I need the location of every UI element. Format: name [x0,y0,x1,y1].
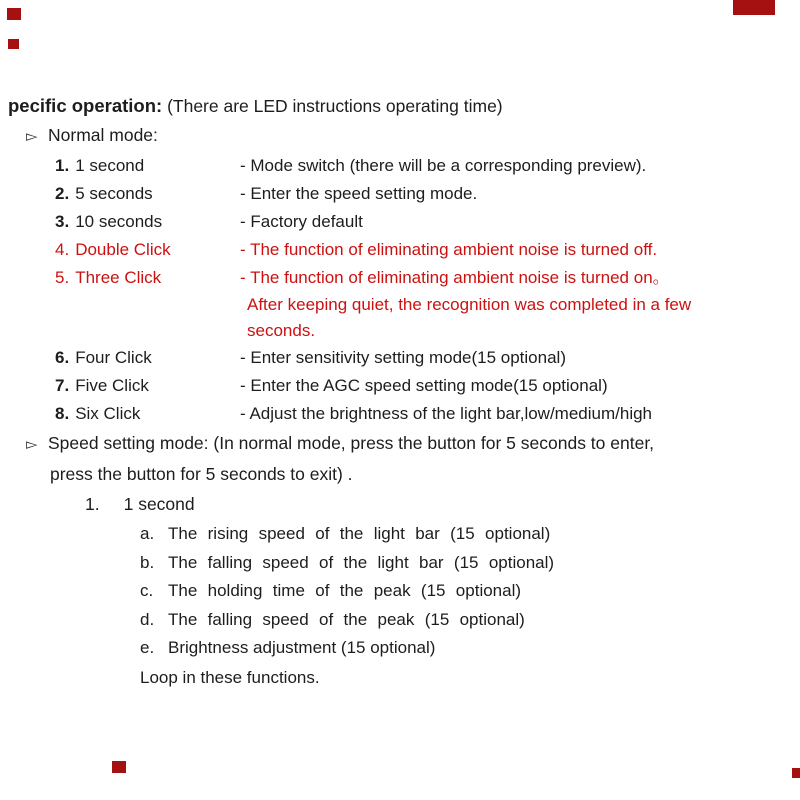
instruction-row [0,372,800,400]
red-mark-bottom [112,761,126,773]
item-description: - Enter sensitivity setting mode(15 optional) [240,348,566,367]
item-label-text: 1 second [75,156,145,175]
instruction-row [0,208,800,236]
red-mark-top-right [733,0,775,15]
sub-item-text: Brightness adjustment (15 optional) [168,638,436,657]
sub-item [0,520,800,549]
sub-item-letter: a. [140,524,155,543]
normal-mode-heading [0,120,800,152]
item-label-text: 5 seconds [75,184,153,203]
sub-item-text: The holding time of the peak (15 optional) [168,581,522,600]
title-bold: pecific operation: [8,95,163,116]
item-number: 4. [55,240,70,259]
item-number: 7. [55,376,70,395]
item-number: 2. [55,184,70,203]
instruction-row [0,180,800,208]
item-description: - Factory default [240,212,363,231]
sub-item [0,549,800,578]
item-description: - Enter the speed setting mode. [240,184,478,203]
page-title [0,92,800,120]
item-label-text: Four Click [75,348,152,367]
red-mark-top-left [7,8,21,20]
item-label [55,372,240,400]
item-label [55,344,240,372]
item-number: 6. [55,348,70,367]
item-label-text: Five Click [75,376,149,395]
item-description: - The function of eliminating ambient noise is turned off. [240,240,658,259]
item-number: 8. [55,404,70,423]
item-number: 1. [55,156,70,175]
item-description: - The function of eliminating ambient noise is turned on。 [240,268,670,287]
item-description: - Mode switch (there will be a corresponding preview). [240,156,647,175]
item-label [55,236,240,264]
item-label [55,180,240,208]
item-label [55,400,240,428]
sub-item [0,634,800,663]
sub-item-letter: c. [140,581,154,600]
normal-mode-heading-text: Normal mode: [48,125,158,145]
sub-item-letter: e. [140,638,155,657]
step-label: 1 second [123,494,195,514]
item-description: - Enter the AGC speed setting mode(15 optional) [240,376,608,395]
arrow-bullet-icon: ▻ [26,436,38,453]
item-label-text: Six Click [75,404,141,423]
instruction-row-red [0,264,800,292]
item-label [55,208,240,236]
page-content [0,92,800,692]
instruction-row-red [0,236,800,264]
instruction-row [0,344,800,372]
step-number: 1. [85,494,100,514]
item-description-continuation: After keeping quiet, the recognition was completed in a few [247,295,692,314]
item-label-text: Double Click [75,240,171,259]
sub-item-letter: d. [140,609,155,629]
sub-item-text: The falling speed of the peak (15 optional) [168,609,525,629]
item-number: 3. [55,212,70,231]
sub-item-text: The falling speed of the light bar (15 optional) [168,552,555,572]
speed-mode-heading-line2: press the button for 5 seconds to exit) . [50,464,353,484]
red-mark-left-upper [8,39,19,49]
speed-mode-heading-line1: Speed setting mode: (In normal mode, press the button for 5 seconds to enter, [48,433,655,453]
item-label-text: 10 seconds [75,212,163,231]
item-description: - Adjust the brightness of the light bar,low/medium/high [240,404,653,423]
item-description-continuation: seconds. [247,321,316,340]
arrow-bullet-icon: ▻ [26,128,38,145]
sub-item [0,606,800,635]
speed-mode-step [0,489,800,520]
sub-item [0,577,800,606]
item-label [55,264,240,292]
instruction-row [0,152,800,180]
instruction-row [0,400,800,428]
sub-item-text: The rising speed of the light bar (15 optional) [168,524,551,543]
sub-item-letter: b. [140,552,155,572]
item-label-text: Three Click [75,268,162,287]
loop-note: Loop in these functions. [140,667,320,687]
item-label [55,152,240,180]
speed-mode-heading [0,428,800,460]
red-mark-bottom-right [792,768,800,778]
title-rest: (There are LED instructions operating time) [162,96,503,116]
item-number: 5. [55,268,70,287]
